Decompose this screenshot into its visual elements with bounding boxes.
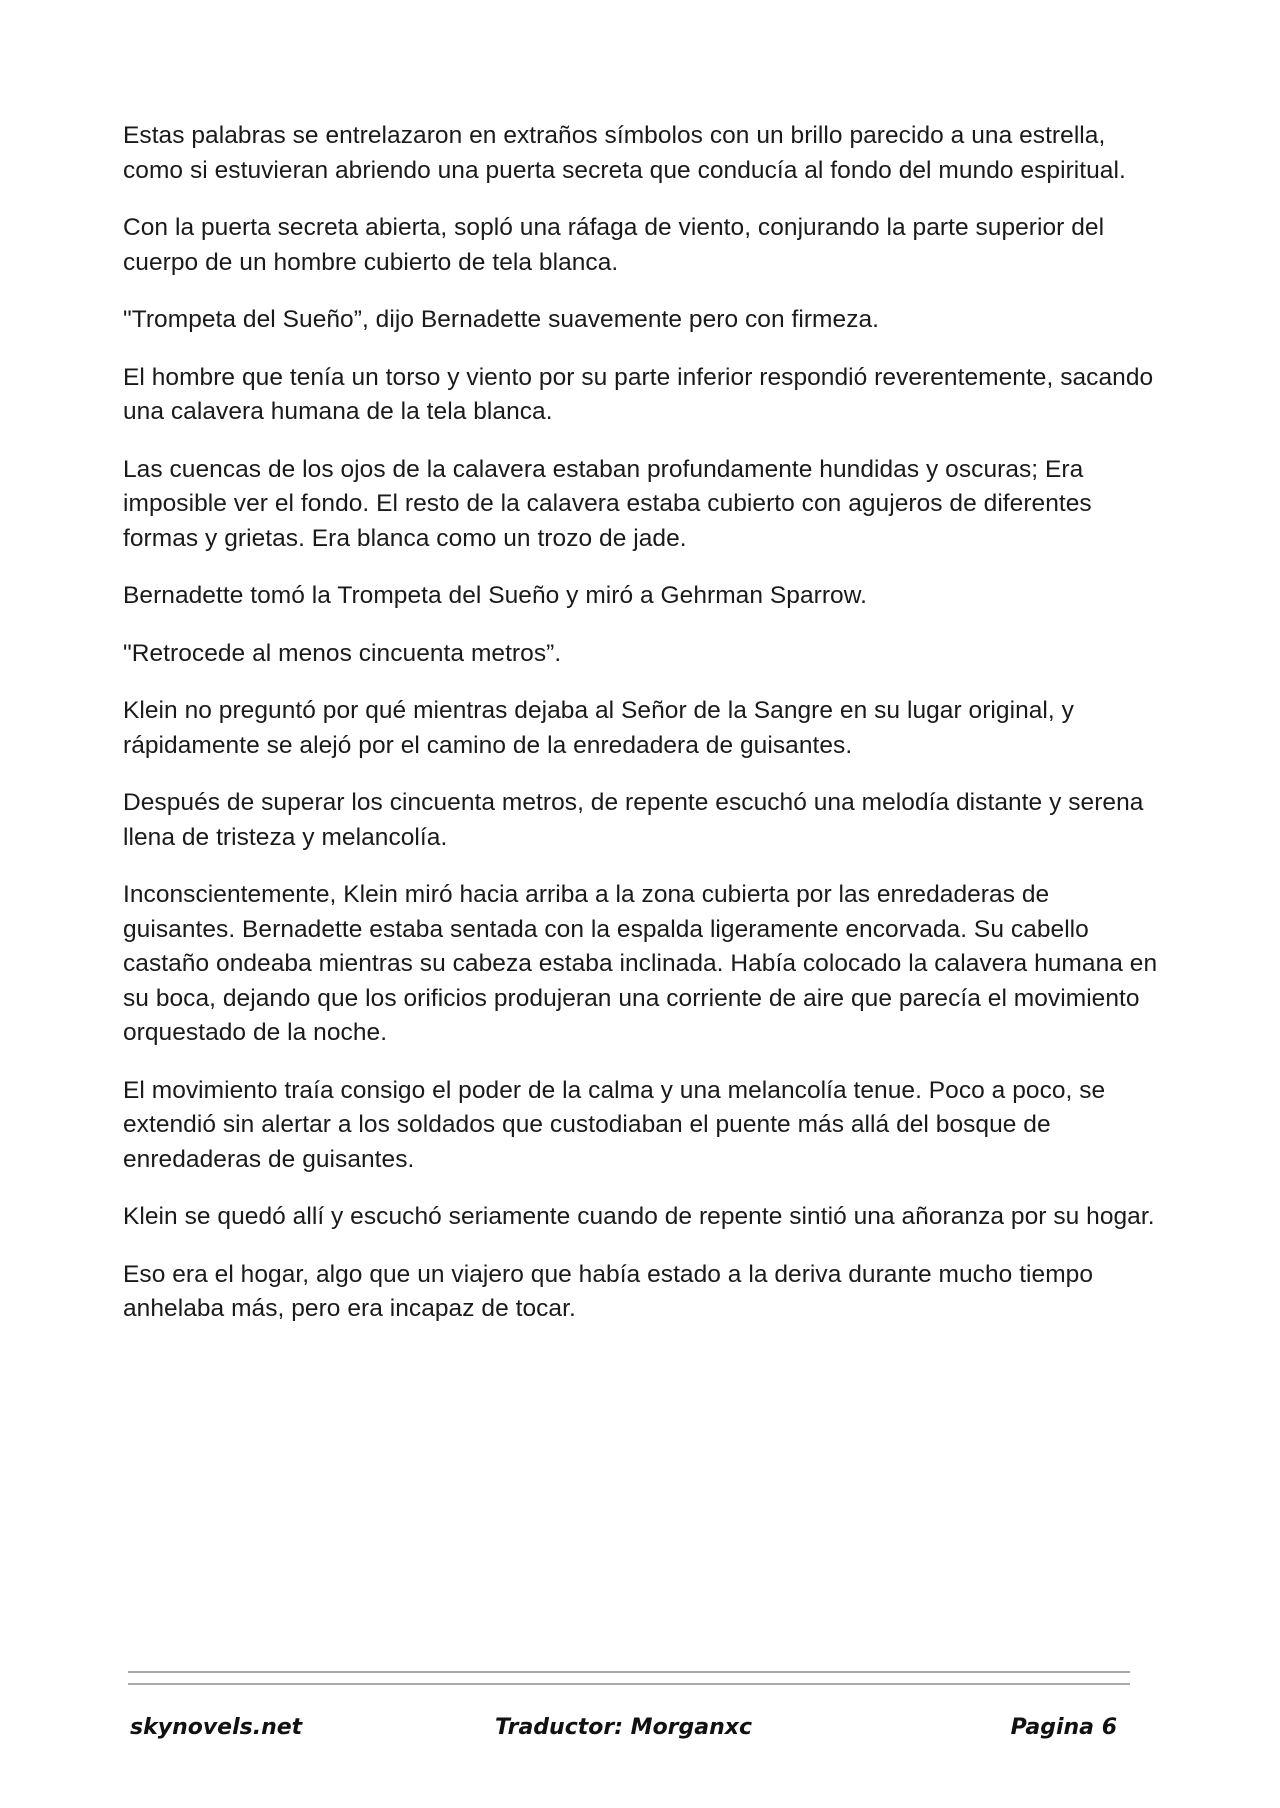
footer-translator: Traductor: Morganxc: [495, 1715, 753, 1740]
footer-divider-top: [128, 1671, 1130, 1673]
paragraph: Bernadette tomó la Trompeta del Sueño y miró a Gehrman Sparrow.: [123, 582, 867, 609]
paragraph: Las cuencas de los ojos de la calavera estaban profundamente hundidas y oscuras; Era imposible ver el fondo. El resto de la calavera estaba cubierto con agujeros de diferentes formas y grietas. Era blanca como un trozo de jade.: [123, 455, 1092, 552]
footer-divider-bottom: [128, 1683, 1130, 1685]
paragraph: Con la puerta secreta abierta, sopló una ráfaga de viento, conjurando la parte superior del cuerpo de un hombre cubierto de tela blanca.: [123, 214, 1105, 276]
paragraph: Klein no preguntó por qué mientras dejaba al Señor de la Sangre en su lugar original, y rápidamente se alejó por el camino de la enredadera de guisantes.: [123, 697, 1074, 759]
paragraph: Después de superar los cincuenta metros, de repente escuchó una melodía distante y serena llena de tristeza y melancolía.: [123, 789, 1144, 851]
footer-site: skynovels.net: [130, 1715, 303, 1740]
document-body: [123, 119, 1163, 1350]
paragraph: "Trompeta del Sueño”, dijo Bernadette suavemente pero con firmeza.: [123, 306, 880, 333]
paragraph: Inconscientemente, Klein miró hacia arriba a la zona cubierta por las enredaderas de guisantes. Bernadette estaba sentada con la espalda ligeramente encorvada. Su cabello castaño ondeaba mientras su cabeza estaba inclinada. Había colocado la calavera humana en su boca, dejando que los orificios produjeran una corriente de aire que parecía el movimiento orquestado de la noche.: [123, 881, 1158, 1046]
paragraph: Estas palabras se entrelazaron en extraños símbolos con un brillo parecido a una estrella, como si estuvieran abriendo una puerta secreta que conducía al fondo del mundo espiritual.: [123, 122, 1126, 184]
footer-page-number: Pagina 6: [1010, 1715, 1117, 1740]
paragraph: El movimiento traía consigo el poder de la calma y una melancolía tenue. Poco a poco, se extendió sin alertar a los soldados que custodiaban el puente más allá del bosque de enredaderas de guisantes.: [123, 1076, 1106, 1173]
paragraph: El hombre que tenía un torso y viento por su parte inferior respondió reverentemente, sacando una calavera humana de la tela blanca.: [123, 363, 1154, 425]
paragraph: Klein se quedó allí y escuchó seriamente cuando de repente sintió una añoranza por su hogar.: [123, 1203, 1155, 1230]
paragraph: Eso era el hogar, algo que un viajero que había estado a la deriva durante mucho tiempo anhelaba más, pero era incapaz de tocar.: [123, 1260, 1094, 1322]
paragraph: "Retrocede al menos cincuenta metros”.: [123, 639, 562, 667]
